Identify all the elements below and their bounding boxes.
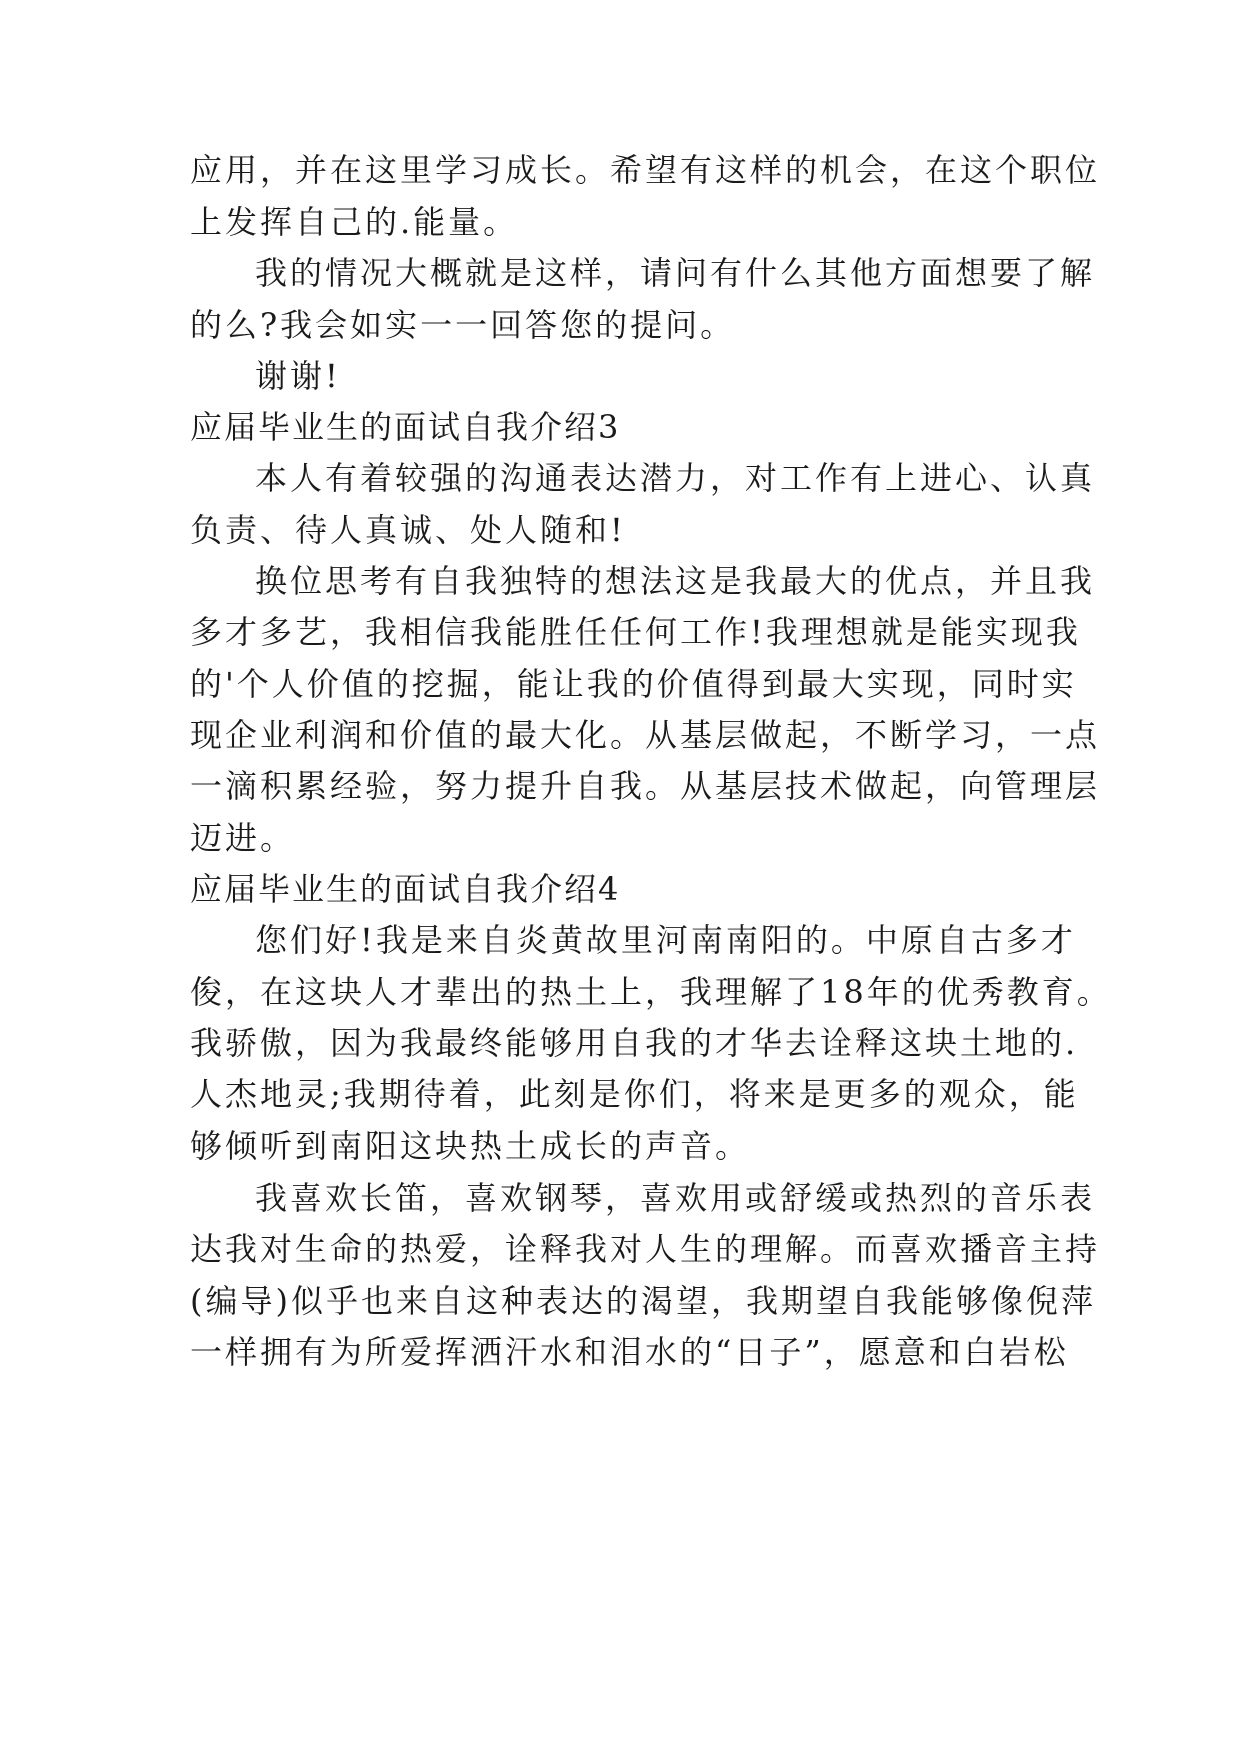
section-heading-4: 应届毕业生的面试自我介绍4	[190, 870, 621, 908]
text-line-7: 本人有着较强的沟通表达潜力，对工作有上进心、认真	[255, 459, 1096, 497]
text-line-22: 达我对生命的热爱，诠释我对人生的理解。而喜欢播音主持	[190, 1230, 1101, 1268]
text-line-13: 一滴积累经验，努力提升自我。从基层技术做起，向管理层	[190, 767, 1101, 805]
text-line-1: 应用，并在这里学习成长。希望有这样的机会，在这个职位	[190, 151, 1101, 189]
text-line-21: 我喜欢长笛，喜欢钢琴，喜欢用或舒缓或热烈的音乐表	[255, 1179, 1096, 1217]
text-line-17: 俊，在这块人才辈出的热土上，我理解了18年的优秀教育。	[190, 973, 1112, 1011]
text-line-23: (编导)似乎也来自这种表达的渴望，我期望自我能够像倪萍	[190, 1282, 1096, 1320]
text-line-12: 现企业利润和价值的最大化。从基层做起，不断学习，一点	[190, 716, 1101, 754]
text-line-16: 您们好!我是来自炎黄故里河南南阳的。中原自古多才	[255, 921, 1076, 959]
text-line-3: 我的情况大概就是这样，请问有什么其他方面想要了解	[255, 254, 1096, 292]
text-line-8: 负责、待人真诚、处人随和!	[190, 511, 626, 549]
text-line-24: 一样拥有为所爱挥洒汗水和泪水的“日子”，愿意和白岩松	[190, 1333, 1069, 1371]
text-line-10: 多才多艺，我相信我能胜任任何工作!我理想就是能实现我	[190, 613, 1081, 651]
section-heading-3: 应届毕业生的面试自我介绍3	[190, 408, 621, 446]
text-line-5: 谢谢!	[255, 357, 341, 395]
text-line-19: 人杰地灵;我期待着，此刻是你们，将来是更多的观众，能	[190, 1075, 1079, 1113]
text-line-18: 我骄傲，因为我最终能够用自我的才华去诠释这块土地的.	[190, 1024, 1079, 1062]
text-line-2: 上发挥自己的.能量。	[190, 203, 519, 241]
text-line-9: 换位思考有自我独特的想法这是我最大的优点，并且我	[255, 562, 1096, 600]
text-line-11: 的'个人价值的挖掘，能让我的价值得到最大实现，同时实	[190, 665, 1077, 703]
text-line-20: 够倾听到南阳这块热土成长的声音。	[190, 1127, 751, 1165]
text-line-4: 的么?我会如实一一回答您的提问。	[190, 306, 736, 344]
text-line-14: 迈进。	[190, 819, 296, 857]
